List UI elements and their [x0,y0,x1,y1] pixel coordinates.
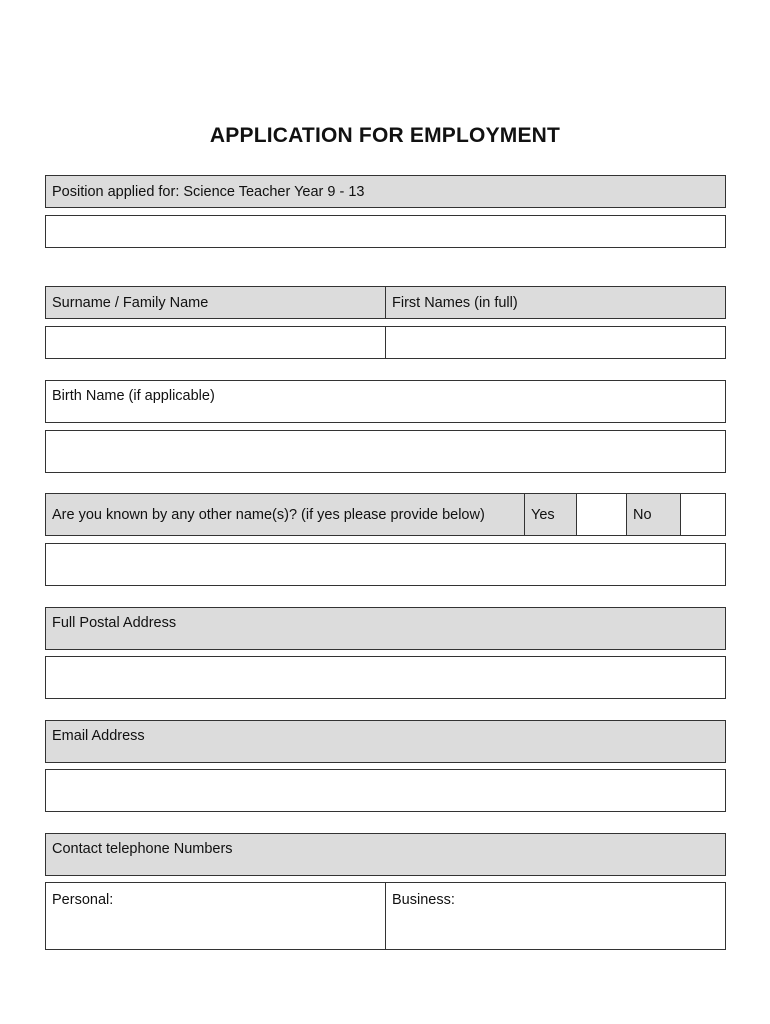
no-label: No [633,506,652,523]
personal-phone-field[interactable] [45,882,387,950]
personal-label: Personal: [52,892,114,908]
address-field[interactable] [45,656,726,699]
birth-name-field[interactable] [45,430,726,473]
other-names-field[interactable] [45,543,726,586]
yes-label: Yes [531,506,555,523]
first-names-field[interactable] [385,326,726,359]
other-names-header [45,493,526,536]
no-checkbox[interactable] [680,493,726,536]
yes-cell [524,493,578,536]
address-header [45,607,726,650]
first-names-label: First Names (in full) [392,294,518,311]
birth-name-label: Birth Name (if applicable) [52,388,215,404]
no-cell [626,493,682,536]
phone-header [45,833,726,876]
email-field[interactable] [45,769,726,812]
birth-name-header [45,380,726,423]
address-label: Full Postal Address [52,615,177,631]
yes-checkbox[interactable] [576,493,628,536]
surname-field[interactable] [45,326,387,359]
surname-label: Surname / Family Name [52,294,209,311]
surname-header [45,286,387,319]
position-label: Position applied for: Science Teacher Year 9 - 13 [52,183,365,200]
business-label: Business: [392,892,455,908]
position-header [45,175,726,208]
other-names-label: Are you known by any other name(s)? (if yes please provide below) [52,506,485,523]
position-field[interactable] [45,215,726,248]
first-names-header [385,286,726,319]
email-header [45,720,726,763]
phone-label: Contact telephone Numbers [52,841,233,857]
email-label: Email Address [52,728,145,744]
form-title: APPLICATION FOR EMPLOYMENT [209,124,561,147]
business-phone-field[interactable] [385,882,726,950]
